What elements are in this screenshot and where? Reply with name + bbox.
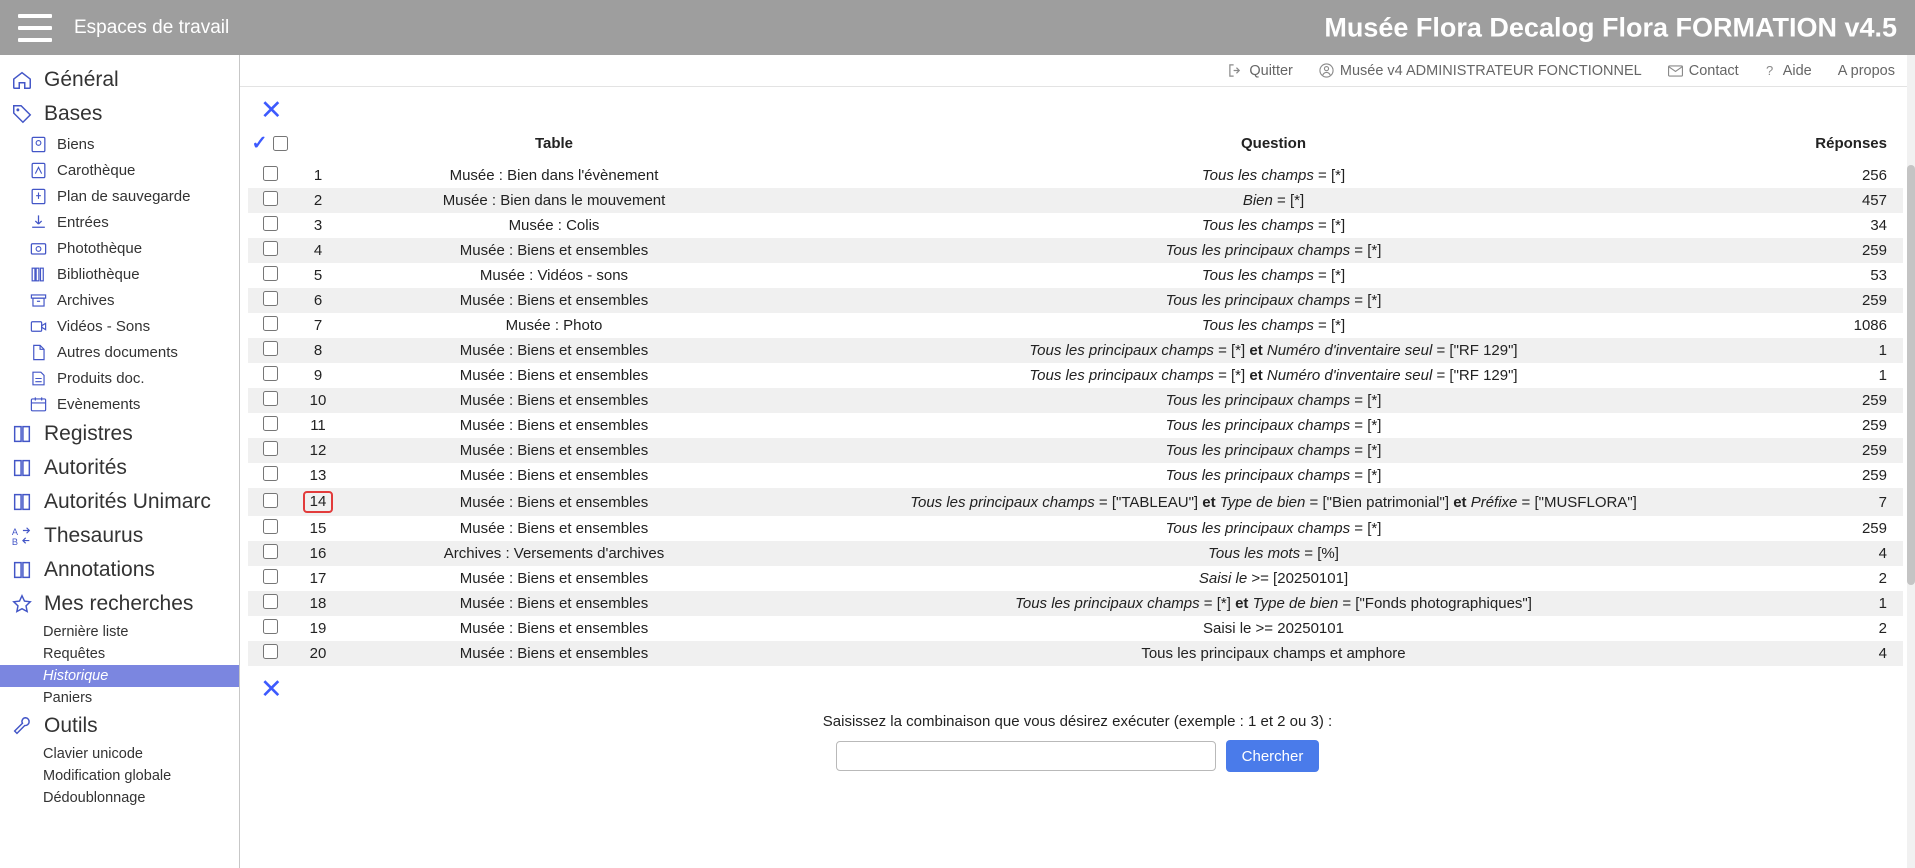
row-checkbox-cell bbox=[248, 313, 292, 338]
row-table-name: Musée : Colis bbox=[508, 217, 600, 234]
row-number: 10 bbox=[292, 388, 344, 413]
row-checkbox[interactable] bbox=[263, 216, 278, 231]
search-button[interactable]: Chercher bbox=[1226, 740, 1320, 772]
table-row[interactable] bbox=[248, 438, 1903, 463]
row-checkbox-cell bbox=[248, 516, 292, 541]
row-reponses: 1 bbox=[1783, 338, 1903, 363]
hamburger-menu-icon[interactable] bbox=[18, 14, 52, 42]
row-number: 2 bbox=[292, 188, 344, 213]
sidebar-item-historique[interactable] bbox=[0, 665, 239, 687]
biens-icon bbox=[28, 134, 48, 154]
history-results-table bbox=[248, 128, 1903, 666]
row-checkbox-cell bbox=[248, 288, 292, 313]
table-column-header: Table bbox=[534, 135, 574, 152]
row-question: Tous les mots = [%] bbox=[764, 541, 1783, 566]
produits-icon bbox=[28, 368, 48, 388]
row-number bbox=[292, 488, 344, 516]
sidebar-item-label: Bibliothèque bbox=[57, 265, 140, 283]
sidebar-item-derni-re-liste[interactable] bbox=[0, 621, 239, 643]
plan-icon bbox=[28, 186, 48, 206]
row-checkbox[interactable] bbox=[263, 619, 278, 634]
sidebar-item-label: Mes recherches bbox=[44, 592, 194, 615]
svg-text:?: ? bbox=[1765, 63, 1773, 78]
row-question: Tous les principaux champs = ["TABLEAU"] et Type de bien = ["Bien patrimonial"] et Préfixe = ["MUSFLORA"] bbox=[764, 488, 1783, 516]
carotheque-icon bbox=[28, 160, 48, 180]
table-row[interactable] bbox=[248, 213, 1903, 238]
table-row[interactable] bbox=[248, 641, 1903, 666]
sidebar-item-caroth-que[interactable] bbox=[0, 157, 239, 183]
reponses-column-header: Réponses bbox=[1815, 135, 1887, 152]
row-question: Saisi le >= [20250101] bbox=[1198, 570, 1349, 587]
row-reponses: 259 bbox=[1783, 238, 1903, 263]
row-table-name: Archives : Versements d'archives bbox=[344, 541, 764, 566]
row-table-name: Musée : Biens et ensembles bbox=[459, 417, 649, 434]
row-number-header bbox=[292, 128, 344, 163]
book-icon bbox=[10, 558, 34, 582]
sidebar-item-label: Autres documents bbox=[57, 343, 178, 361]
combination-row bbox=[240, 740, 1915, 772]
ab-icon bbox=[10, 524, 34, 548]
row-table-name: Musée : Biens et ensembles bbox=[459, 570, 649, 587]
table-row[interactable] bbox=[248, 288, 1903, 313]
row-number: 15 bbox=[309, 520, 327, 537]
combination-area bbox=[240, 713, 1915, 772]
row-table-name: Musée : Biens et ensembles bbox=[344, 338, 764, 363]
utility-bar bbox=[240, 55, 1915, 87]
row-table-name: Musée : Biens et ensembles bbox=[344, 238, 764, 263]
row-reponses: 259 bbox=[1783, 388, 1903, 413]
sidebar bbox=[0, 55, 240, 868]
check-all-icon[interactable]: ✓ bbox=[251, 133, 268, 154]
photo-icon bbox=[28, 238, 48, 258]
row-checkbox[interactable] bbox=[263, 341, 278, 356]
sidebar-item-plan-de-sauvegarde[interactable] bbox=[0, 183, 239, 209]
row-question: Tous les principaux champs = [*] et Numéro d'inventaire seul = ["RF 129"] bbox=[1029, 367, 1518, 384]
sidebar-item-label: Modification globale bbox=[43, 768, 172, 784]
row-checkbox-cell bbox=[248, 616, 292, 641]
row-reponses: 2 bbox=[1878, 570, 1887, 587]
tools-icon bbox=[10, 714, 34, 738]
docs-icon bbox=[28, 342, 48, 362]
sidebar-item-label: Outils bbox=[44, 714, 98, 737]
row-checkbox-cell bbox=[248, 541, 292, 566]
row-reponses: 457 bbox=[1783, 188, 1903, 213]
row-table-name: Musée : Biens et ensembles bbox=[344, 438, 764, 463]
row-table-name: Musée : Biens et ensembles bbox=[459, 620, 649, 637]
row-question: Tous les principaux champs = [*] bbox=[764, 288, 1783, 313]
combination-label: Saisissez la combinaison que vous désirez exécuter (exemple : 1 et 2 ou 3) : bbox=[822, 713, 1333, 730]
row-checkbox[interactable] bbox=[263, 644, 278, 659]
row-checkbox-cell bbox=[248, 591, 292, 616]
row-table-name: Musée : Biens et ensembles bbox=[344, 488, 764, 516]
row-checkbox-cell bbox=[248, 238, 292, 263]
select-all-header bbox=[248, 128, 292, 163]
sidebar-item-phototh-que[interactable] bbox=[0, 235, 239, 261]
sidebar-item-requ-tes[interactable] bbox=[0, 643, 239, 665]
row-question: Tous les principaux champs = [*] bbox=[1165, 417, 1382, 434]
row-number: 7 bbox=[313, 317, 323, 334]
quit-link[interactable] bbox=[1228, 63, 1293, 79]
row-number: 3 bbox=[313, 217, 323, 234]
entrees-icon bbox=[28, 212, 48, 232]
workspace-label[interactable]: Espaces de travail bbox=[74, 16, 230, 38]
row-question: Tous les champs = [*] bbox=[1201, 167, 1346, 184]
row-number: 6 bbox=[292, 288, 344, 313]
row-checkbox-cell bbox=[248, 188, 292, 213]
sidebar-item-label: Autorités bbox=[44, 456, 127, 479]
row-number: 8 bbox=[292, 338, 344, 363]
sidebar-item-paniers[interactable] bbox=[0, 687, 239, 709]
row-table-name: Musée : Photo bbox=[505, 317, 603, 334]
table-row[interactable] bbox=[248, 388, 1903, 413]
row-checkbox[interactable] bbox=[263, 493, 278, 508]
table-row[interactable] bbox=[248, 413, 1903, 438]
sidebar-item-modification-globale[interactable] bbox=[0, 765, 239, 787]
sidebar-item-label: Archives bbox=[57, 291, 115, 309]
sidebar-item-clavier-unicode[interactable] bbox=[0, 743, 239, 765]
close-top-icon[interactable]: ✕ bbox=[260, 95, 283, 125]
sidebar-item-label: Dédoublonnage bbox=[43, 790, 146, 806]
row-reponses: 259 bbox=[1861, 520, 1887, 537]
row-checkbox[interactable] bbox=[263, 391, 278, 406]
about-link[interactable] bbox=[1838, 63, 1895, 79]
home-icon bbox=[10, 68, 34, 92]
sidebar-item-outils[interactable] bbox=[0, 709, 239, 743]
table-row[interactable] bbox=[248, 566, 1903, 591]
row-checkbox[interactable] bbox=[263, 416, 278, 431]
quit-label: Quitter bbox=[1249, 62, 1293, 79]
row-checkbox-cell bbox=[248, 213, 292, 238]
sidebar-item-label: Registres bbox=[44, 422, 133, 445]
row-checkbox-cell bbox=[248, 438, 292, 463]
row-number: 18 bbox=[292, 591, 344, 616]
row-reponses: 1 bbox=[1783, 591, 1903, 616]
table-row[interactable] bbox=[248, 463, 1903, 488]
sidebar-item-biens[interactable] bbox=[0, 131, 239, 157]
row-reponses: 259 bbox=[1783, 288, 1903, 313]
row-reponses: 259 bbox=[1861, 417, 1887, 434]
row-table-name: Musée : Biens et ensembles bbox=[344, 388, 764, 413]
table-row[interactable] bbox=[248, 238, 1903, 263]
table-row[interactable] bbox=[248, 163, 1903, 188]
row-reponses: 53 bbox=[1870, 267, 1887, 284]
row-table-name: Musée : Biens et ensembles bbox=[344, 641, 764, 666]
sidebar-item-archives[interactable] bbox=[0, 287, 239, 313]
close-bottom-icon[interactable]: ✕ bbox=[260, 674, 283, 704]
top-bar bbox=[0, 0, 1915, 55]
user-account-link[interactable] bbox=[1319, 63, 1642, 79]
row-number: 11 bbox=[310, 417, 326, 434]
help-label: Aide bbox=[1782, 62, 1812, 79]
row-reponses: 2 bbox=[1878, 620, 1887, 637]
sidebar-item-mes-recherches[interactable] bbox=[0, 587, 239, 621]
user-icon bbox=[1319, 63, 1334, 78]
row-table-name: Musée : Biens et ensembles bbox=[459, 467, 649, 484]
row-question: Tous les principaux champs = [*] bbox=[764, 438, 1783, 463]
sidebar-item-label: Biens bbox=[57, 135, 95, 153]
row-reponses: 34 bbox=[1870, 217, 1887, 234]
sidebar-item-label: Plan de sauvegarde bbox=[57, 187, 191, 205]
row-question: Tous les principaux champs = [*] et Type de bien = ["Fonds photographiques"] bbox=[764, 591, 1783, 616]
row-checkbox-cell bbox=[248, 163, 292, 188]
row-number: 5 bbox=[313, 267, 323, 284]
row-table-name: Musée : Bien dans le mouvement bbox=[344, 188, 764, 213]
mail-icon bbox=[1668, 65, 1683, 77]
row-checkbox[interactable] bbox=[263, 166, 278, 181]
library-icon bbox=[28, 264, 48, 284]
row-checkbox[interactable] bbox=[263, 594, 278, 609]
sidebar-item-label: Paniers bbox=[43, 690, 93, 706]
row-checkbox-cell bbox=[248, 566, 292, 591]
row-question: Tous les champs = [*] bbox=[1201, 267, 1346, 284]
highlighted-row-number: 14 bbox=[303, 491, 334, 513]
row-question: Tous les principaux champs et amphore bbox=[764, 641, 1783, 666]
row-question: Tous les principaux champs = [*] bbox=[764, 238, 1783, 263]
table-header-row bbox=[248, 128, 1903, 163]
contact-label: Contact bbox=[1688, 62, 1739, 79]
sidebar-item-autorit-s-unimarc[interactable] bbox=[0, 485, 239, 519]
user-label: Musée v4 ADMINISTRATEUR FONCTIONNEL bbox=[1339, 62, 1642, 79]
exit-icon bbox=[1228, 63, 1243, 78]
row-reponses: 256 bbox=[1861, 167, 1887, 184]
calendar-icon bbox=[28, 394, 48, 414]
row-table-name: Musée : Biens et ensembles bbox=[459, 520, 649, 537]
row-question: Tous les principaux champs = [*] bbox=[1165, 520, 1382, 537]
help-link[interactable] bbox=[1765, 63, 1812, 79]
row-reponses: 1 bbox=[1878, 367, 1887, 384]
row-checkbox[interactable] bbox=[263, 466, 278, 481]
table-row[interactable] bbox=[248, 188, 1903, 213]
row-question: Tous les principaux champs = [*] et Numéro d'inventaire seul = ["RF 129"] bbox=[764, 338, 1783, 363]
row-checkbox-cell bbox=[248, 413, 292, 438]
row-reponses: 4 bbox=[1783, 641, 1903, 666]
sidebar-item-vid-os-sons[interactable] bbox=[0, 313, 239, 339]
book-icon bbox=[10, 422, 34, 446]
sidebar-item-label: Entrées bbox=[57, 213, 109, 231]
row-checkbox-cell bbox=[248, 388, 292, 413]
row-checkbox[interactable] bbox=[263, 519, 278, 534]
sidebar-item-d-doublonnage[interactable] bbox=[0, 787, 239, 809]
row-checkbox-cell bbox=[248, 488, 292, 516]
svg-text:A: A bbox=[11, 527, 19, 538]
about-label: A propos bbox=[1837, 62, 1895, 79]
row-reponses: 259 bbox=[1783, 438, 1903, 463]
question-column-header: Question bbox=[1240, 135, 1306, 152]
sidebar-item-annotations[interactable] bbox=[0, 553, 239, 587]
sidebar-item-label: Annotations bbox=[44, 558, 155, 581]
table-row[interactable] bbox=[248, 591, 1903, 616]
row-table-name: Musée : Biens et ensembles bbox=[344, 288, 764, 313]
table-row[interactable] bbox=[248, 541, 1903, 566]
row-reponses: 4 bbox=[1783, 541, 1903, 566]
row-table-name: Musée : Vidéos - sons bbox=[479, 267, 629, 284]
table-row[interactable] bbox=[248, 338, 1903, 363]
sidebar-item-label: Dernière liste bbox=[43, 624, 129, 640]
sidebar-item-label: Produits doc. bbox=[57, 369, 145, 387]
row-checkbox[interactable] bbox=[263, 441, 278, 456]
row-number: 12 bbox=[292, 438, 344, 463]
row-reponses: 259 bbox=[1861, 467, 1887, 484]
sidebar-item-produits-doc[interactable] bbox=[0, 365, 239, 391]
select-all-checkbox[interactable] bbox=[273, 136, 288, 151]
page-layout bbox=[0, 55, 1915, 868]
contact-link[interactable] bbox=[1668, 63, 1739, 79]
sidebar-item-label: Requêtes bbox=[43, 646, 106, 662]
app-title: Musée Flora Decalog Flora FORMATION v4.5 bbox=[1324, 12, 1897, 42]
row-checkbox[interactable] bbox=[263, 366, 278, 381]
row-reponses: 7 bbox=[1783, 488, 1903, 516]
book-icon bbox=[10, 456, 34, 480]
sidebar-item-thesaurus[interactable] bbox=[0, 519, 239, 553]
table-row[interactable] bbox=[248, 488, 1903, 516]
sidebar-item-label: Evènements bbox=[57, 395, 141, 413]
video-icon bbox=[28, 316, 48, 336]
sidebar-item-label: Autorités Unimarc bbox=[44, 490, 211, 513]
row-checkbox-cell bbox=[248, 463, 292, 488]
sidebar-item-label: Clavier unicode bbox=[43, 746, 143, 762]
row-number: 9 bbox=[313, 367, 323, 384]
row-checkbox[interactable] bbox=[263, 266, 278, 281]
row-checkbox-cell bbox=[248, 263, 292, 288]
row-checkbox[interactable] bbox=[263, 544, 278, 559]
sidebar-item-bases[interactable] bbox=[0, 97, 239, 131]
sidebar-item-registres[interactable] bbox=[0, 417, 239, 451]
sidebar-item-biblioth-que[interactable] bbox=[0, 261, 239, 287]
sidebar-item-autorit-s[interactable] bbox=[0, 451, 239, 485]
sidebar-item-label: Général bbox=[44, 68, 119, 91]
row-question: Tous les principaux champs = [*] bbox=[764, 388, 1783, 413]
row-checkbox[interactable] bbox=[263, 316, 278, 331]
table-row[interactable] bbox=[248, 263, 1903, 288]
sidebar-item-label: Bases bbox=[44, 102, 103, 125]
row-number: 20 bbox=[292, 641, 344, 666]
row-table-name: Musée : Biens et ensembles bbox=[344, 591, 764, 616]
table-row[interactable] bbox=[248, 363, 1903, 388]
row-question: Tous les principaux champs = [*] bbox=[1165, 467, 1382, 484]
row-checkbox-cell bbox=[248, 641, 292, 666]
tag-icon bbox=[10, 102, 34, 126]
row-question: Bien = [*] bbox=[764, 188, 1783, 213]
row-number: 19 bbox=[309, 620, 327, 637]
row-number: 4 bbox=[292, 238, 344, 263]
row-question: Saisi le >= 20250101 bbox=[1203, 620, 1344, 637]
archive-icon bbox=[28, 290, 48, 310]
row-number: 13 bbox=[309, 467, 327, 484]
sidebar-item-label: Carothèque bbox=[57, 161, 136, 179]
row-table-name: Musée : Biens et ensembles bbox=[459, 367, 649, 384]
row-checkbox[interactable] bbox=[263, 241, 278, 256]
combination-input[interactable] bbox=[836, 741, 1216, 771]
row-checkbox[interactable] bbox=[263, 291, 278, 306]
row-question: Tous les champs = [*] bbox=[1201, 217, 1346, 234]
main-scrollbar-thumb[interactable] bbox=[1907, 165, 1915, 585]
table-row[interactable] bbox=[248, 516, 1903, 541]
sidebar-item-label: Thesaurus bbox=[44, 524, 144, 547]
table-row[interactable] bbox=[248, 313, 1903, 338]
row-question: Tous les champs = [*] bbox=[1201, 317, 1346, 334]
row-number: 16 bbox=[292, 541, 344, 566]
row-table-name: Musée : Bien dans l'évènement bbox=[449, 167, 659, 184]
row-checkbox[interactable] bbox=[263, 569, 278, 584]
row-reponses: 1086 bbox=[1853, 317, 1887, 334]
sidebar-item-entr-es[interactable] bbox=[0, 209, 239, 235]
question-icon bbox=[1765, 63, 1777, 78]
sidebar-item-label: Vidéos - Sons bbox=[57, 317, 151, 335]
row-checkbox-cell bbox=[248, 338, 292, 363]
sidebar-item-g-n-ral[interactable] bbox=[0, 63, 239, 97]
sidebar-item-ev-nements[interactable] bbox=[0, 391, 239, 417]
row-number: 17 bbox=[309, 570, 327, 587]
row-checkbox-cell bbox=[248, 363, 292, 388]
table-row[interactable] bbox=[248, 616, 1903, 641]
main-content bbox=[240, 55, 1915, 868]
sidebar-item-label: Historique bbox=[43, 668, 109, 684]
row-number: 1 bbox=[313, 167, 323, 184]
star-icon bbox=[10, 592, 34, 616]
row-checkbox[interactable] bbox=[263, 191, 278, 206]
book-icon bbox=[10, 490, 34, 514]
sidebar-item-autres-documents[interactable] bbox=[0, 339, 239, 365]
svg-text:B: B bbox=[11, 537, 19, 547]
sidebar-item-label: Photothèque bbox=[57, 239, 143, 257]
